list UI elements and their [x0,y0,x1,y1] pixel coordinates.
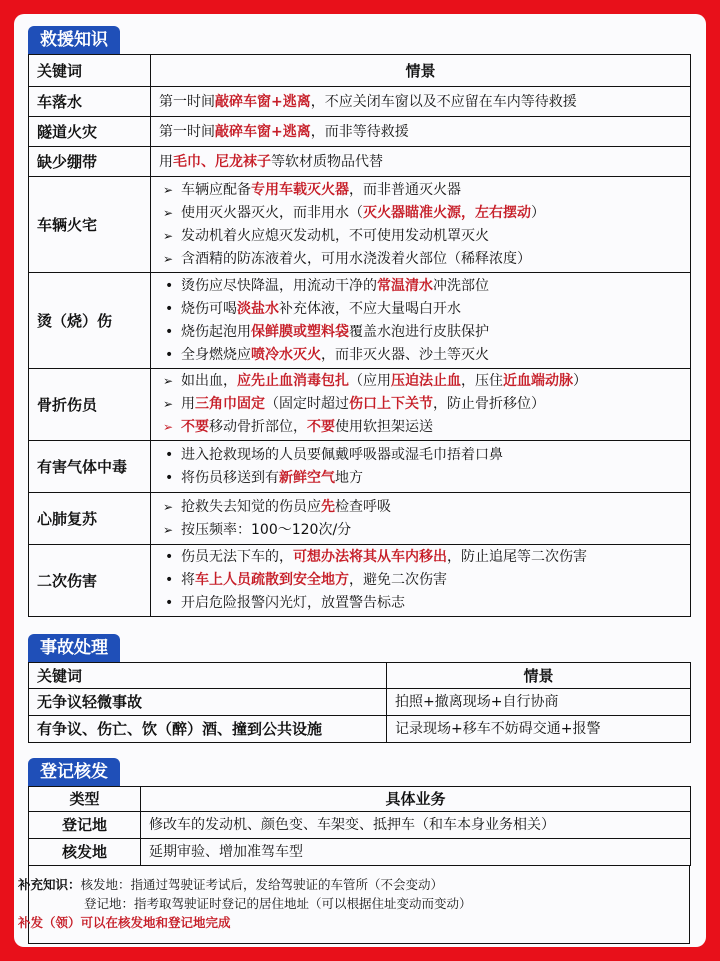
rescue-row-scenario [151,177,691,273]
highlight-text: 保鲜膜或塑料袋 [251,323,349,340]
plain-text: 第一时间 [159,93,215,110]
scenario-list-item [159,248,682,271]
section-tab-registration: 登记核发 [28,758,120,786]
highlight-text: 敲碎车窗+逃离 [215,123,311,140]
highlight-text: 不要 [307,419,335,435]
plain-text: 开启危险报警闪光灯，放置警告标志 [181,595,405,611]
accident-table [28,662,691,743]
rescue-row-keyword: 隧道火灾 [29,117,151,147]
scenario-list-item [159,444,682,467]
scenario-list-item [159,569,682,592]
highlight-text: 近血端动脉 [503,373,573,389]
scenario-list-item [159,179,682,202]
highlight-text: 车上人员疏散到安全地方 [195,572,349,588]
scenario-list [159,370,682,439]
plain-text: 用 [181,396,195,412]
bullet-arrow-icon: ➢ [163,228,174,243]
bullet-dot-icon: • [165,446,174,463]
rescue-row [29,273,691,369]
highlight-text: 喷冷水灭火 [251,346,321,363]
highlight-text: 不要 [181,419,209,435]
bullet-arrow-icon: ➢ [163,205,174,220]
scenario-list-item [159,592,682,615]
rescue-row-keyword: 二次伤害 [29,545,151,617]
highlight-text: 三角巾固定 [195,396,265,412]
bullet-arrow-icon: ➢ [163,522,174,537]
plain-text: 使用软担架运送 [335,419,433,435]
plain-text: ，防止骨折移位） [433,396,545,412]
rescue-header-keyword: 关键词 [29,55,151,87]
plain-text: ，压住 [461,373,503,389]
scenario-list-item [159,370,682,393]
plain-text: 冲洗部位 [433,277,489,294]
rescue-row [29,441,691,493]
plain-text: 移动骨折部位， [209,419,307,435]
plain-text: （固定时超过 [265,396,349,412]
accident-row-scenario: 记录现场+移车不妨碍交通+报警 [387,716,691,743]
bullet-dot-icon: • [165,595,174,611]
supplement-label: 补充知识： [18,877,81,892]
plain-text: 按压频率：100～120次/分 [181,521,352,538]
plain-text: 用 [159,153,173,170]
scenario-list-item [159,496,682,519]
plain-text: 如出血， [181,373,237,389]
plain-text: 进入抢救现场的人员要佩戴呼吸器或湿毛巾捂着口鼻 [181,446,503,463]
plain-text: ，避免二次伤害 [349,572,447,588]
accident-header-scenario: 情景 [387,663,691,689]
rescue-row-scenario [151,117,691,147]
rescue-row [29,117,691,147]
scenario-list-item [159,275,682,298]
rescue-header-scenario: 情景 [151,55,691,87]
rescue-row-keyword: 车落水 [29,87,151,117]
rescue-row-scenario [151,147,691,177]
rescue-row [29,545,691,617]
scenario-list-item [159,321,682,344]
plain-text: 使用灭火器灭火，而非用水（ [181,204,363,221]
highlight-text: 灭火器瞄准火源，左右摆动 [363,204,531,221]
scenario-list-item [159,202,682,225]
bullet-arrow-icon: ➢ [163,182,174,197]
scenario-list [159,546,682,615]
accident-row-keyword: 有争议、伤亡、饮（醉）酒、撞到公共设施 [29,716,387,743]
highlight-text: 专用车载灭火器 [251,181,349,198]
accident-row-keyword: 无争议轻微事故 [29,689,387,716]
bullet-dot-icon: • [165,277,174,294]
scenario-list [159,496,682,542]
plain-text: 全身燃烧应 [181,346,251,363]
registration-row-business: 延期审验、增加准驾车型 [141,839,691,866]
highlight-text: 敲碎车窗+逃离 [215,93,311,110]
registration-row-type: 登记地 [29,812,141,839]
rescue-row [29,493,691,545]
plain-text: 烧伤可喝 [181,300,237,317]
registration-row-type: 核发地 [29,839,141,866]
rescue-row-scenario [151,273,691,369]
highlight-text: 应先止血消毒包扎 [237,373,349,389]
highlight-text: 淡盐水 [237,300,279,317]
plain-text: 将伤员移送到有 [181,469,279,486]
plain-text: 发动机着火应熄灭发动机，不可使用发动机罩灭火 [181,227,489,244]
rescue-row-keyword: 心肺复苏 [29,493,151,545]
scenario-list [159,179,682,271]
bullet-arrow-icon: ➢ [163,420,174,434]
highlight-text: 可想办法将其从车内移出 [293,549,447,565]
plain-text: 补充体液，不应大量喝白开水 [279,300,461,317]
rescue-table [28,54,691,617]
plain-text: ，而非等待救援 [310,123,409,140]
plain-text: ） [573,373,587,389]
scenario-list-item [159,467,682,490]
highlight-text: 伤口上下关节 [349,396,433,412]
plain-text: ，防止追尾等二次伤害 [447,549,587,565]
accident-header-keyword: 关键词 [29,663,387,689]
scenario-list [159,444,682,490]
plain-text: 将 [181,572,195,588]
section-tab-accident: 事故处理 [28,634,120,662]
rescue-row-scenario [151,441,691,493]
highlight-text: 毛巾、尼龙袜子 [173,153,271,170]
plain-text: （应用 [349,373,391,389]
rescue-row-keyword: 烫（烧）伤 [29,273,151,369]
scenario-list-item [159,344,682,367]
rescue-row-scenario [151,493,691,545]
rescue-row-keyword: 车辆火宅 [29,177,151,273]
highlight-text: 新鲜空气 [279,469,335,486]
bullet-dot-icon: • [165,469,174,486]
highlight-text: 先 [321,498,335,515]
rescue-row-scenario [151,87,691,117]
accident-row-scenario: 拍照+撤离现场+自行协商 [387,689,691,716]
scenario-list [159,275,682,367]
rescue-row [29,177,691,273]
plain-text: ，不应关闭车窗以及不应留在车内等待救援 [310,93,577,110]
plain-text: 烫伤应尽快降温，用流动干净的 [181,277,377,294]
plain-text: ，而非灭火器、沙土等灭火 [321,346,489,363]
plain-text: ，而非普通灭火器 [349,181,461,198]
scenario-list-item [159,546,682,569]
section-tab-rescue: 救援知识 [28,26,120,54]
plain-text: 含酒精的防冻液着火，可用水浇泼着火部位（稀释浓度） [181,250,531,267]
plain-text: 第一时间 [159,123,215,140]
plain-text: 车辆应配备 [181,181,251,198]
bullet-arrow-icon: ➢ [163,374,174,388]
supplement-note: 补发（领）可以在核发地和登记地完成 [18,915,231,930]
bullet-dot-icon: • [165,549,174,565]
bullet-arrow-icon: ➢ [163,251,174,266]
bullet-dot-icon: • [165,323,174,340]
rescue-row-scenario [151,369,691,441]
plain-text: 等软材质物品代替 [271,153,383,170]
highlight-text: 常温清水 [377,277,433,294]
rescue-row-keyword: 有害气体中毒 [29,441,151,493]
bullet-dot-icon: • [165,300,174,317]
scenario-list-item [159,225,682,248]
scenario-list-item [159,519,682,542]
bullet-arrow-icon: ➢ [163,397,174,411]
plain-text: 烧伤起泡用 [181,323,251,340]
bullet-arrow-icon: ➢ [163,499,174,514]
scenario-list-item [159,393,682,416]
plain-text: 抢救失去知觉的伤员应 [181,498,321,515]
plain-text: 地方 [335,469,363,486]
bullet-dot-icon: • [165,346,174,363]
supplement-notes [18,875,678,932]
highlight-text: 压迫法止血 [391,373,461,389]
rescue-row [29,147,691,177]
registration-row-business: 修改车的发动机、颜色变、车架变、抵押车（和车本身业务相关） [141,812,691,839]
plain-text: 覆盖水泡进行皮肤保护 [349,323,489,340]
scenario-list-item [159,416,682,439]
rescue-row-scenario [151,545,691,617]
registration-table [28,786,691,866]
supplement-line-2: 登记地：指考取驾驶证时登记的居住地址（可以根据住址变动而变动） [84,896,472,911]
supplement-text-1: 核发地：指通过驾驶证考试后，发给驾驶证的车管所（不会变动） [80,877,444,892]
bullet-dot-icon: • [165,572,174,588]
registration-header-type: 类型 [29,787,141,812]
rescue-row [29,369,691,441]
plain-text: 伤员无法下车的， [181,549,293,565]
plain-text: 检查呼吸 [335,498,391,515]
rescue-row-keyword: 缺少绷带 [29,147,151,177]
supplement-line-1 [18,875,678,894]
rescue-row [29,87,691,117]
plain-text: ） [531,204,545,221]
rescue-row-keyword: 骨折伤员 [29,369,151,441]
scenario-list-item [159,298,682,321]
registration-header-business: 具体业务 [141,787,691,812]
